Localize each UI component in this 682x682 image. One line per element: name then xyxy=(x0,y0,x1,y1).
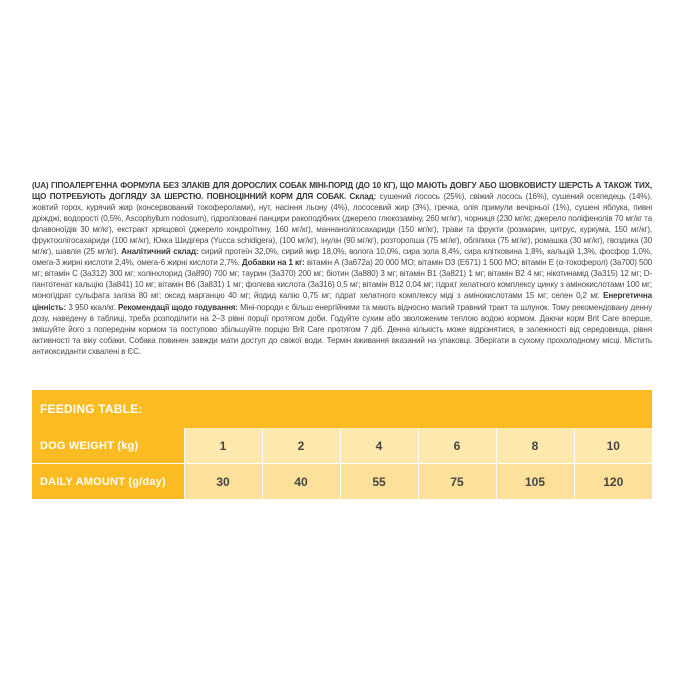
composition-body: Міні-породи є більш енергійними та мають відносно малий травний тракт та шлунок. Тому рекомендовану денну дозу, наведену в таблиці, треба розподілити на 2–3 рівні порції протягом доби. Годуйте сухим або зволоженим теплою водою кормом. Даючи корм Brit Care вперше, змішуйте його з попереднім кормом та поступово збільшуйте порцію Brit Care протягом 7 діб. Денна кількість може відрізнятися, в залежності від середовища, рівня активності та віку собаки. Собака повинен завжди мати доступ до свіжої води. Термін вживання вказаний на упаковці. Зберігати в сухому прохолодному місці. Містить антиоксиданти схвалені в ЄС. xyxy=(32,302,652,356)
composition-body: вітамін А (3а672а) 20 000 МО; вітамін D3 (Е671) 1 500 МО; вітамін Е (α-токоферол) (3а700) 500 мг; вітамін С (3а312) 300 мг; холінхлорид (3а890) 700 мг; таурин (3а370) 200 мг; біотин (3а880) 3 мг; вітамін В1 (3а821) 1 мг; вітамін В2 4 мг; нікотинамід (3а315) 12 мг; D-пантотенат кальцію (3а841) 10 мг; вітамін В6 (3а831) 1 мг; фолієва кислота (3а316) 0,5 мг; вітамін В12 0,04 мг; гідрат хелатного комплексу цинку з амінокислотами 100 мг; моногідрат сульфата заліза 80 мг; оксид марганцю 40 мг; йодид калію 0,75 мг; гідрат хелатного комплексу міді з амінокислотами 15 мг; селен 0,2 мг. xyxy=(32,258,653,301)
feeding-table-title: FEEDING TABLE: xyxy=(32,390,652,428)
composition-heading: Аналітичний склад: xyxy=(121,247,202,257)
table-cell: 1 xyxy=(184,428,262,464)
table-cell: 120 xyxy=(574,464,652,500)
composition-heading: Добавки на 1 кг: xyxy=(241,258,307,268)
table-cell: 40 xyxy=(262,464,340,500)
table-row-dog-weight xyxy=(32,428,652,464)
composition-heading: ГІПОАЛЕРГЕННА ФОРМУЛА БЕЗ ЗЛАКІВ ДЛЯ ДОРОСЛИХ СОБАК МІНІ-ПОРІД (ДО 10 КГ), ЩО МАЮТЬ ДОВГУ АБО ШОВКОВИСТУ ШЕРСТЬ А ТАКОЖ ТИХ, ЩО ПОТРЕБУЮТЬ ДОГЛЯДУ ЗА ШЕРСТЮ. ПОВНОЦІННИЙ КОРМ ДЛЯ СОБАК. Склад: xyxy=(32,181,652,202)
table-cell: 55 xyxy=(340,464,418,500)
daily-amount-label: DAILY AMOUNT (g/day) xyxy=(32,464,184,500)
table-row-daily-amount xyxy=(32,464,652,500)
table-cell: 10 xyxy=(574,428,652,464)
table-cell: 105 xyxy=(496,464,574,500)
composition-heading: Енергетична цінність: xyxy=(32,291,652,312)
table-cell: 6 xyxy=(418,428,496,464)
composition-body: сушений лосось (25%), свіжий лосось (16%), сушений оселедець (14%), жовтий горох, курячий жир (консервований токоферолами), нут, насіння льону (4%), лососевий жир (3%), гречка, олія примули вечірньої (1%), сушені яблука, пивні дріжджі, водорості (0,5%, Ascophyllum nodosum), гідролізовані панцири ракоподібних (джерело глюкозаміну, 260 мг/кг), чорниця (230 мг/кг, джерело поліфенолів 70 мг/кг та флавоноїдів 30 мг/кг), екстракт хрящової (джерело хондроїтину, 160 мг/кг), маннанолігосахариди (150 мг/кг), трави та фрукти (розмарин, цитрус, куркума, 150 мг/кг), фруктоолігосахариди (100 мг/кг), Юкка Шидігера (Yucca schidigera), (100 мг/кг), інулін (90 мг/кг), розторопша (75 мг/кг), обліпиха (75 мг/кг), ромашка (30 мг/кг), гвоздика (30 мг/кг), шавлія (25 мг/кг). xyxy=(32,192,652,257)
composition-body: сирий протеїн 32,0%, сирий жир 18,0%, волога 10,0%, сира зола 8,4%, сира клітковина 1,8%, кальцій 1,3%, фосфор 1,0%, омега-3 жирні кислоти 2,4%, омега-6 жирні кислоти 2,7%. xyxy=(32,247,652,268)
feeding-table-grid xyxy=(32,428,652,500)
table-cell: 8 xyxy=(496,428,574,464)
table-cell: 4 xyxy=(340,428,418,464)
table-cell: 75 xyxy=(418,464,496,500)
composition-heading: (UA) xyxy=(32,181,51,190)
table-cell: 30 xyxy=(184,464,262,500)
table-cell: 2 xyxy=(262,428,340,464)
dog-weight-label: DOG WEIGHT (kg) xyxy=(32,428,184,464)
feeding-table xyxy=(32,390,652,502)
composition-body: 3 950 ккал/кг. xyxy=(68,302,119,312)
composition-text xyxy=(32,180,652,357)
composition-heading: Рекомендації щодо годування: xyxy=(118,302,241,312)
